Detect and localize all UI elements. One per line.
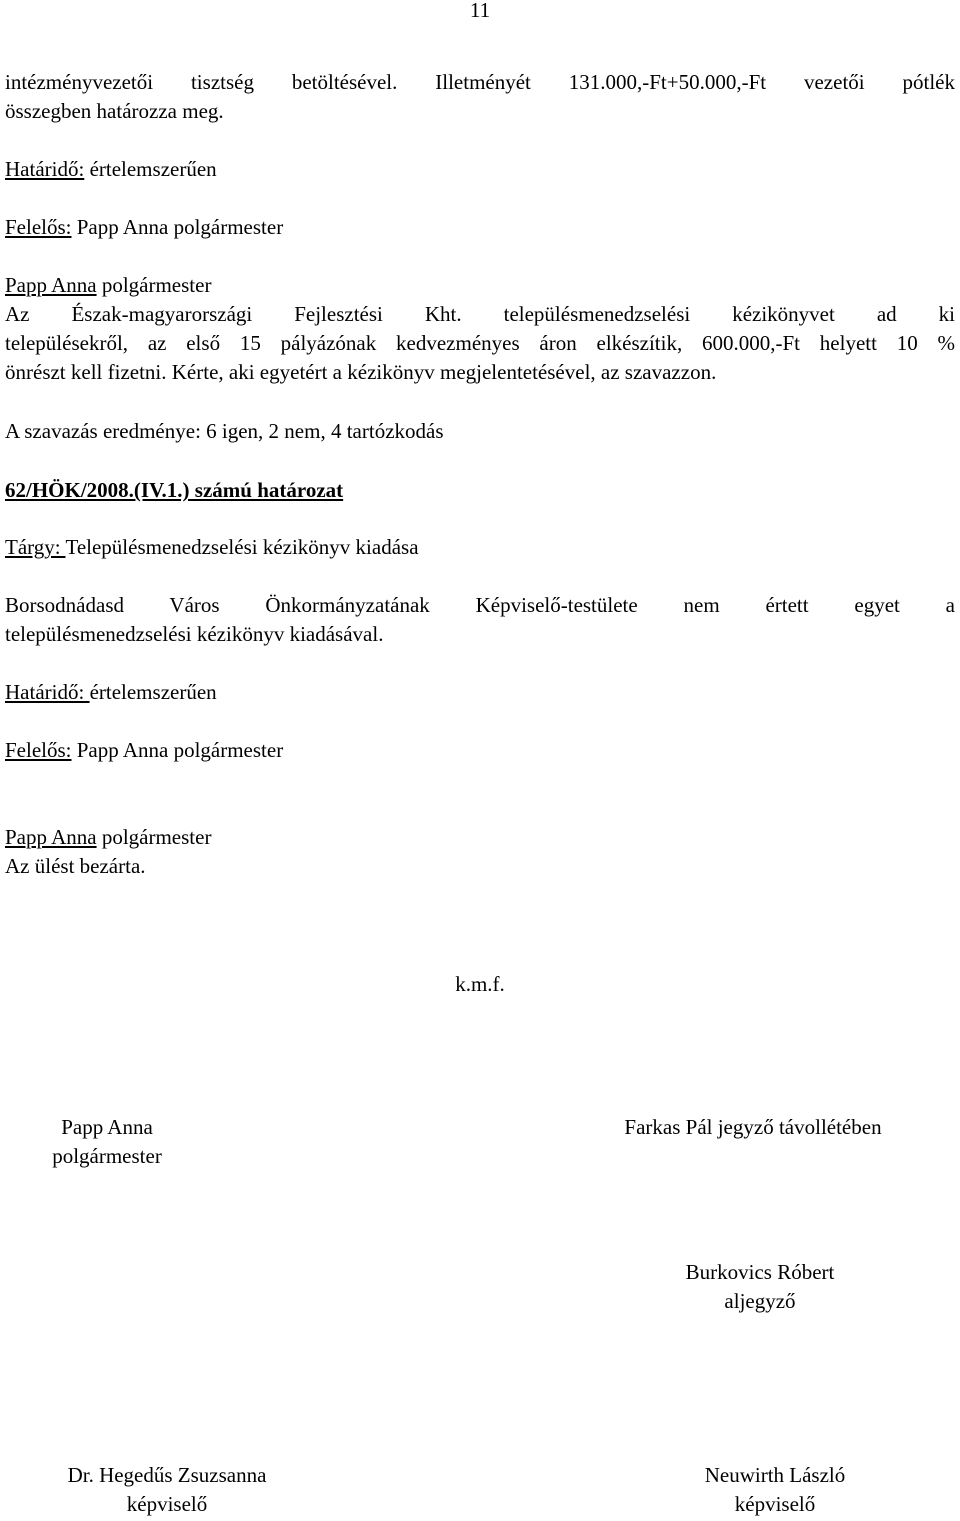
subject-value: Településmenedzselési kézikönyv kiadása [65,535,419,559]
resolution-body-line-2: településmenedzselési kézikönyv kiadásával. [5,622,384,646]
speech-line-1: Az Észak-magyarországi Fejlesztési Kht. településmenedzselési kézikönyvet ad ki [5,302,955,326]
deadline-line-2 [5,678,955,707]
intro-line-2: összegben határozza meg. [5,99,224,123]
speaker-role: polgármester [96,273,212,297]
resolution-title: 62/HÖK/2008.(IV.1.) számú határozat [5,478,344,502]
responsible-line-1 [5,213,955,242]
responsible-label: Felelős: [5,215,72,239]
intro-line-1: intézményvezetői tisztség betöltésével. Illetményét 131.000,-Ft+50.000,-Ft vezetői pótlék [5,70,955,94]
signature-name: Neuwirth László [704,1463,846,1487]
responsible-value: Papp Anna polgármester [71,738,284,762]
signature-notary [553,1113,953,1142]
responsible-value: Papp Anna polgármester [71,215,284,239]
deadline-value: értelemszerűen [84,157,217,181]
deadline-value: értelemszerűen [89,680,217,704]
closing-speaker-line [5,823,955,852]
speaker-name: Papp Anna [5,273,97,297]
subject-label: Tárgy: [5,535,66,559]
speech-line-3: önrészt kell fizetni. Kérte, aki egyetért a kézikönyv megjelentetésével, az szavazzon. [5,360,717,384]
closing-paragraph [5,823,955,881]
resolution-body [5,591,955,649]
vote-result: A szavazás eredménye: 6 igen, 2 nem, 4 tartózkodás [5,419,444,443]
responsible-line-2 [5,736,955,765]
speaker-line [5,271,955,300]
signature-role: képviselő [126,1492,208,1516]
subject-line [5,533,955,562]
signature-name: Dr. Hegedűs Zsuzsanna [67,1463,267,1487]
signature-role: aljegyző [724,1289,796,1313]
signature-deputy-notary [610,1258,910,1316]
closing-text: Az ülést bezárta. [5,854,146,878]
signature-mayor [0,1113,214,1171]
intro-paragraph [5,68,955,126]
signature-representative-2 [625,1461,925,1519]
speech-line-2: településekről, az első 15 pályázónak kedvezményes áron elkészítik, 600.000,-Ft helyett 10 % [5,331,955,355]
kmf-label: k.m.f. [455,972,505,996]
closing-speaker-role: polgármester [96,825,212,849]
page-number: 11 [469,0,491,22]
deadline-label: Határidő: [5,157,85,181]
closing-speaker-name: Papp Anna [5,825,97,849]
deadline-line-1 [5,155,955,184]
signature-representative-1 [17,1461,317,1519]
deadline-label: Határidő: [5,680,90,704]
signature-role: polgármester [52,1144,162,1168]
signature-name: Papp Anna [61,1115,153,1139]
signature-name: Farkas Pál jegyző távollétében [624,1115,882,1139]
speech-paragraph [5,271,955,387]
signature-name: Burkovics Róbert [685,1260,835,1284]
resolution-body-line-1: Borsodnádasd Város Önkormányzatának Képviselő-testülete nem értett egyet a [5,593,955,617]
signature-role: képviselő [734,1492,816,1516]
responsible-label: Felelős: [5,738,72,762]
